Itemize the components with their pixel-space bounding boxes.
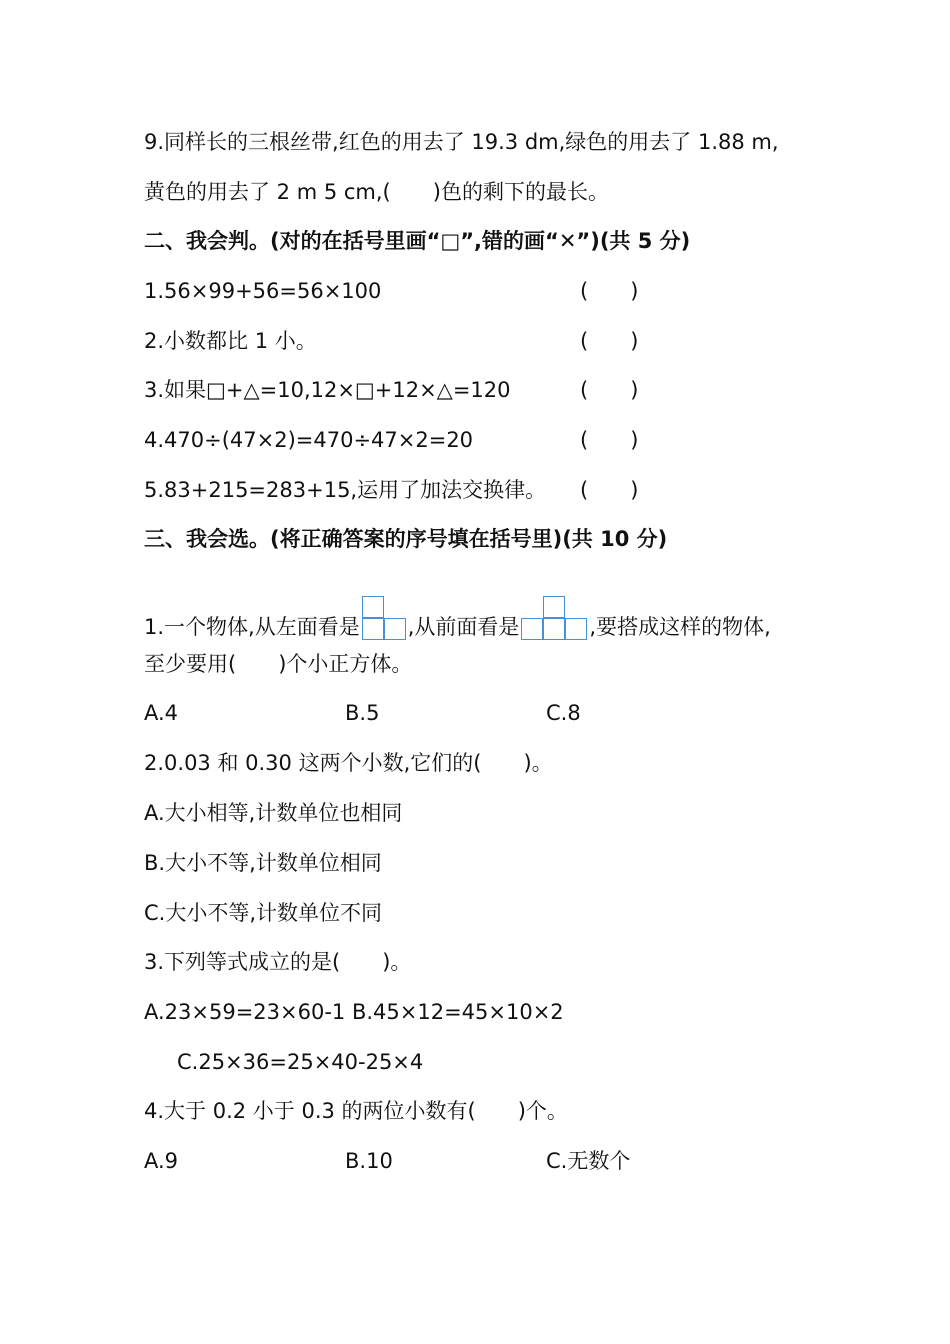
choice-q3-stem: 3.下列等式成立的是( )。 (144, 950, 412, 974)
q2-option-b: B.大小不等,计数单位相同 (144, 851, 382, 875)
left-view-top-cube (362, 596, 384, 618)
choice-q4-stem: 4.大于 0.2 小于 0.3 的两位小数有( )个。 (144, 1099, 568, 1123)
q4-option-c: C.无数个 (546, 1149, 631, 1173)
left-view-bottom-right-cube (384, 618, 406, 640)
q1-option-c: C.8 (546, 701, 581, 725)
q4-option-b: B.10 (345, 1149, 393, 1173)
judge-item-1: 1.56×99+56=56×100 (144, 279, 382, 303)
left-view-figure (360, 596, 408, 642)
q1-text-part-1: 1.一个物体,从左面看是 (144, 615, 360, 639)
q1-text-part-3: ,要搭成这样的物体, (589, 615, 771, 639)
judge-item-4: 4.470÷(47×2)=470÷47×2=20 (144, 428, 474, 452)
section-2-heading: 二、我会判。(对的在括号里画“□”,错的画“✕”)(共 5 分) (144, 229, 691, 253)
q3-option-c: C.25×36=25×40-25×4 (177, 1050, 424, 1074)
judge-item-3: 3.如果□+△=10,12×□+12×△=120 (144, 378, 511, 402)
section-3-heading: 三、我会选。(将正确答案的序号填在括号里)(共 10 分) (144, 527, 668, 551)
choice-q1-line-2: 至少要用( )个小正方体。 (144, 652, 413, 676)
answer-paren-2[interactable]: ( ) (580, 329, 639, 353)
answer-paren-1[interactable]: ( ) (580, 279, 639, 303)
q2-option-a: A.大小相等,计数单位也相同 (144, 801, 403, 825)
q4-option-a: A.9 (144, 1149, 179, 1173)
answer-paren-3[interactable]: ( ) (580, 378, 639, 402)
front-view-bottom-middle-cube (543, 618, 565, 640)
q2-option-c: C.大小不等,计数单位不同 (144, 901, 383, 925)
front-view-bottom-right-cube (565, 618, 587, 640)
front-view-figure (519, 596, 589, 642)
judge-item-2: 2.小数都比 1 小。 (144, 329, 317, 353)
choice-q1-line-1 (144, 596, 771, 642)
front-view-top-cube (543, 596, 565, 618)
front-view-bottom-left-cube (521, 618, 543, 640)
choice-q2-stem: 2.0.03 和 0.30 这两个小数,它们的( )。 (144, 751, 553, 775)
answer-paren-5[interactable]: ( ) (580, 478, 639, 502)
q1-option-a: A.4 (144, 701, 179, 725)
q1-text-part-2: ,从前面看是 (407, 615, 520, 639)
left-view-bottom-left-cube (362, 618, 384, 640)
judge-item-5: 5.83+215=283+15,运用了加法交换律。 (144, 478, 547, 502)
q3-options-a-b: A.23×59=23×60-1 B.45×12=45×10×2 (144, 1000, 564, 1024)
answer-paren-4[interactable]: ( ) (580, 428, 639, 452)
q9-line-1: 9.同样长的三根丝带,红色的用去了 19.3 dm,绿色的用去了 1.88 m, (144, 130, 779, 154)
q1-option-b: B.5 (345, 701, 380, 725)
q9-line-2: 黄色的用去了 2 m 5 cm,( )色的剩下的最长。 (144, 180, 609, 204)
